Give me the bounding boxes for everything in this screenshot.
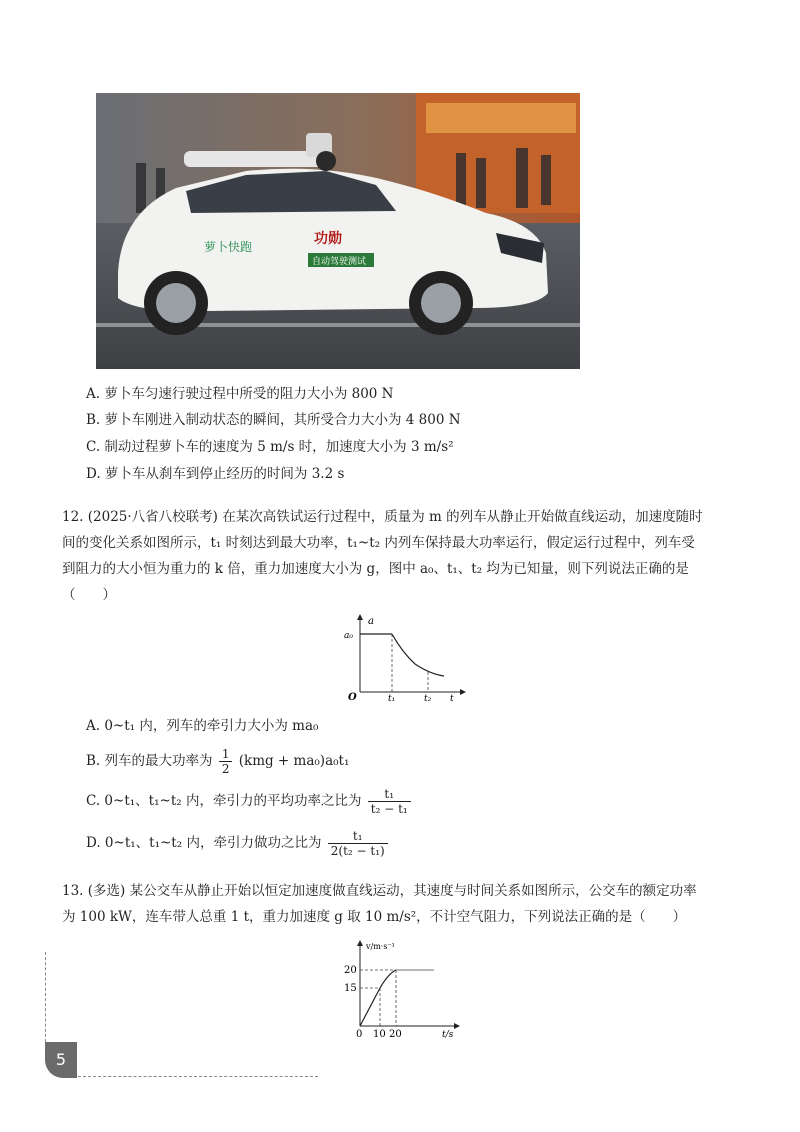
q12-acceleration-graph <box>340 612 470 706</box>
question-12-stem: 12. (2025·八省八校联考) 在某次高铁试运行过程中，质量为 m 的列车从静止开始做直线运动，加速度随时 间的变化关系如图所示，t₁ 时刻达到最大功率，t₁~t₂ 内列车保持最大功率运行，假定运行过程中，列车受 到阻力的大小恒为重力的 k 倍，重力加速度大小为 g，图中 a₀、t₁、t₂ 均为已知量，则下列说法正确的是 （ ） <box>62 509 703 603</box>
q12-option-a: A. 0~t₁ 内，列车的牵引力大小为 ma₀ <box>86 718 319 734</box>
robotaxi-photo <box>96 93 580 369</box>
q12-option-c: C. 0~t₁、t₁~t₂ 内，牵引力的平均功率之比为 $\frac{\text{t₁}}{\text{t₂ − t₁}}$ <box>86 786 413 816</box>
q12-option-b: B. 列车的最大功率为 $\frac{1}{2}$ (kmg + ma₀)a₀t₁ <box>86 747 350 776</box>
q12-graph-t1: t₁ <box>388 694 396 702</box>
q13-graph-y20: 20 <box>344 965 357 976</box>
q13-graph-x10: 10 <box>373 1029 386 1040</box>
q12-graph-t2: t₂ <box>424 694 432 702</box>
q13-graph-xlabel: t/s <box>442 1030 454 1040</box>
question-13-stem: 13. (多选) 某公交车从静止开始以恒定加速度做直线运动，其速度与时间关系如图所示，公交车的额定功率 为 100 kW，连车带人总重 1 t，重力加速度 g 取 10 m/s²，不计空气阻力，下列说法正确的是（ ） <box>62 883 697 925</box>
q12-graph-origin: O <box>348 692 357 702</box>
page-dashed-border-horizontal <box>78 1076 318 1077</box>
car-sub-text: 自动驾驶测试 <box>312 257 367 267</box>
q13-velocity-graph <box>336 938 466 1046</box>
q13-graph-x0: 0 <box>356 1029 363 1040</box>
q12-graph-a0: a₀ <box>344 631 353 641</box>
car-badge-text: 功勋 <box>314 231 342 247</box>
car-brand-text: 萝卜快跑 <box>204 240 253 254</box>
option-b-prev: B. 萝卜车刚进入制动状态的瞬间，其所受合力大小为 4 800 N <box>86 412 461 428</box>
q12-option-d: D. 0~t₁、t₁~t₂ 内，牵引力做功之比为 $\frac{\text{t₁}}{\text{2(t₂ − t₁)}}$ <box>86 828 390 858</box>
page-dashed-border-vertical <box>45 952 46 1042</box>
q12-graph-ylabel: a <box>368 616 374 627</box>
page-number: 5 <box>45 1042 77 1078</box>
option-a-prev: A. 萝卜车匀速行驶过程中所受的阻力大小为 800 N <box>86 386 394 402</box>
option-d-prev: D. 萝卜车从刹车到停止经历的时间为 3.2 s <box>86 466 345 482</box>
q13-graph-y15: 15 <box>344 983 357 994</box>
option-c-prev: C. 制动过程萝卜车的速度为 5 m/s 时，加速度大小为 3 m/s² <box>86 439 454 455</box>
q13-graph-x20: 20 <box>389 1029 402 1040</box>
q13-graph-ylabel: v/m·s⁻¹ <box>366 942 395 951</box>
q12-graph-t: t <box>450 694 454 702</box>
